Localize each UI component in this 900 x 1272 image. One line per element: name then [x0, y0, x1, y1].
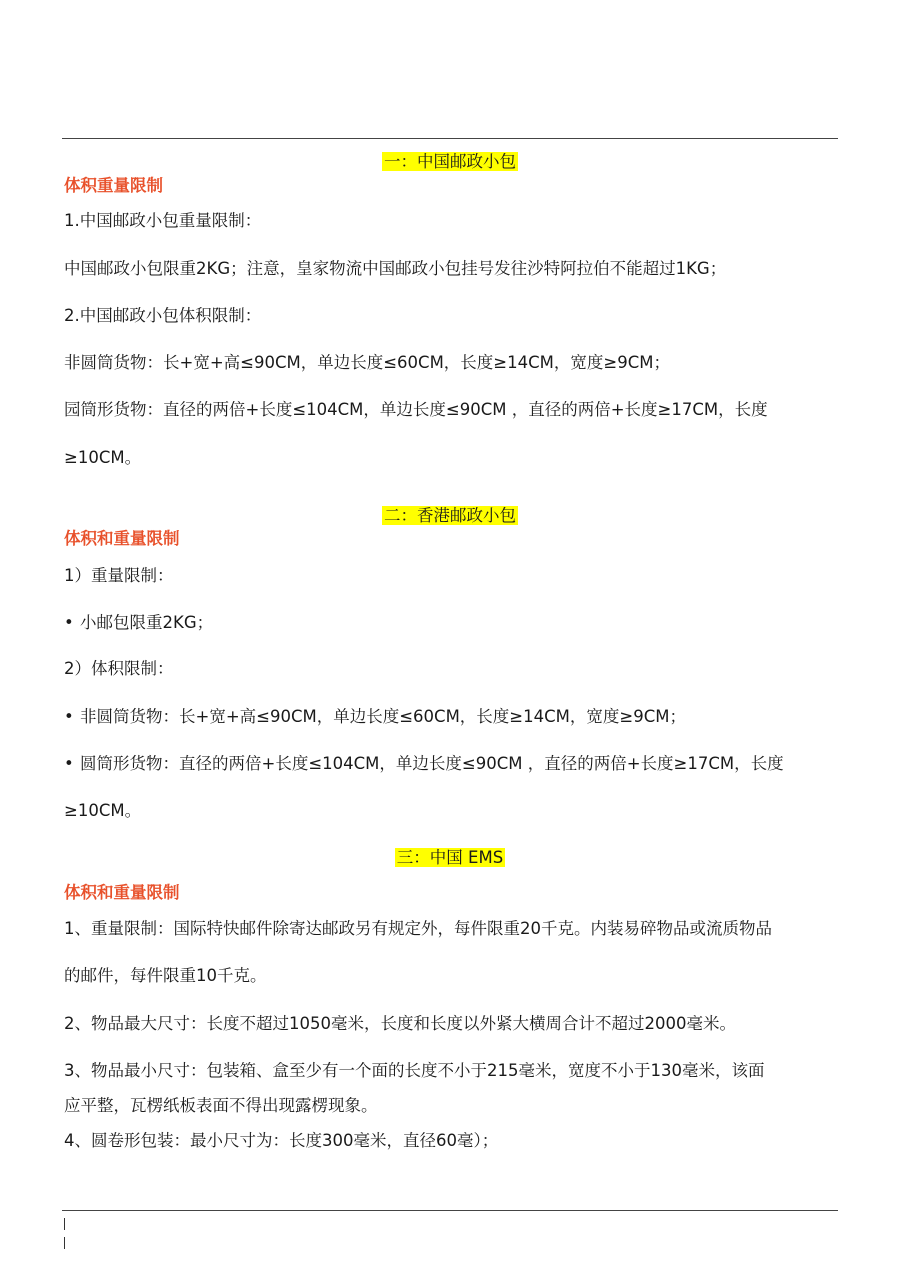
- section-1-heading: [62, 151, 838, 173]
- section-1-line-4: 非圆筒货物：长+宽+高≤90CM，单边长度≤60CM，长度≥14CM，宽度≥9CM；: [64, 353, 670, 372]
- section-3-line-5: 应平整，瓦楞纸板表面不得出现露楞现象。: [64, 1096, 378, 1115]
- section-3-line-3: 2、物品最大尺寸：长度不超过1050毫米，长度和长度以外紧大横周合计不超过2000毫米。: [64, 1014, 736, 1033]
- bullet-marker: •: [64, 754, 74, 773]
- section-2-heading-text: 二：香港邮政小包: [384, 506, 516, 525]
- footer-marker-1: [64, 1218, 65, 1230]
- footer-rule: [62, 1210, 838, 1211]
- section-2-line-6: ≥10CM。: [64, 801, 142, 820]
- section-3-line-6: 4、圆卷形包装：最小尺寸为：长度300毫米，直径60毫）；: [64, 1131, 499, 1150]
- header-rule: [62, 138, 838, 139]
- section-2-line-5: [64, 753, 784, 775]
- section-2-line-4: [64, 706, 686, 728]
- section-1-line-6: ≥10CM。: [64, 448, 142, 467]
- section-1-line-2: 中国邮政小包限重2KG；注意，皇家物流中国邮政小包挂号发往沙特阿拉伯不能超过1KG；: [64, 259, 727, 278]
- section-3-subheading: 体积和重量限制: [64, 883, 180, 902]
- section-1-heading-text: 一：中国邮政小包: [384, 152, 516, 171]
- section-1-subheading: 体积重量限制: [64, 176, 163, 195]
- section-1-line-1: 1.中国邮政小包重量限制：: [64, 211, 262, 230]
- section-3-heading: [62, 847, 838, 869]
- section-3-heading-text: 三：中国 EMS: [396, 848, 504, 867]
- section-3-line-2: 的邮件，每件限重10千克。: [64, 966, 267, 985]
- section-2-line-3: 2）体积限制：: [64, 659, 174, 678]
- bullet-marker: •: [64, 613, 74, 632]
- section-2-line-2: [64, 612, 213, 634]
- section-2-line-5-text: 圆筒形货物：直径的两倍+长度≤104CM，单边长度≤90CM ，直径的两倍+长度≥17CM，长度: [80, 754, 784, 773]
- footer-marker-2: [64, 1237, 65, 1249]
- section-2-line-2-text: 小邮包限重2KG；: [80, 613, 214, 632]
- section-2-heading: [62, 505, 838, 527]
- section-1-line-5: 园筒形货物：直径的两倍+长度≤104CM，单边长度≤90CM ，直径的两倍+长度≥17CM，长度: [64, 400, 768, 419]
- section-3-line-4: 3、物品最小尺寸：包装箱、盒至少有一个面的长度不小于215毫米，宽度不小于130毫米，该面: [64, 1061, 765, 1080]
- section-2-line-4-text: 非圆筒货物：长+宽+高≤90CM，单边长度≤60CM，长度≥14CM，宽度≥9CM；: [80, 707, 686, 726]
- bullet-marker: •: [64, 707, 74, 726]
- section-2-subheading: 体积和重量限制: [64, 529, 180, 548]
- section-1-line-3: 2.中国邮政小包体积限制：: [64, 306, 262, 325]
- section-2-line-1: 1）重量限制：: [64, 566, 174, 585]
- section-3-line-1: 1、重量限制：国际特快邮件除寄达邮政另有规定外，每件限重20千克。内装易碎物品或流质物品: [64, 919, 772, 938]
